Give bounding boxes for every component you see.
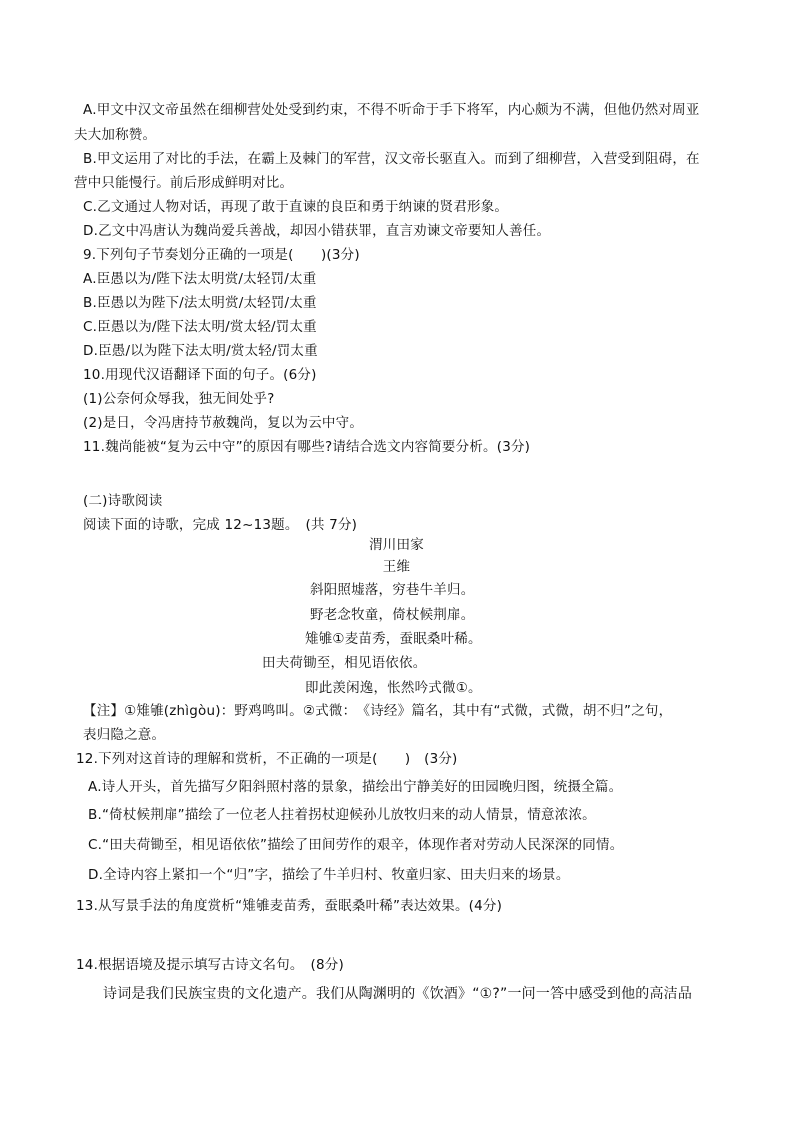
poem-line-2: 野老念牧童，倚杖候荆扉。 (310, 607, 475, 623)
q12-stem: 12.下列对这首诗的理解和赏析，不正确的一项是( ) (3分) (76, 751, 458, 767)
q10-item-2: (2)是日，令冯唐持节赦魏尚，复以为云中守。 (83, 415, 364, 431)
poem-section-heading: (二)诗歌阅读 (83, 493, 163, 509)
q12-option-d: D.全诗内容上紧扣一个“归”字，描绘了牛羊归村、牧童归家、田夫归来的场景。 (88, 867, 570, 883)
q11-stem: 11.魏尚能被“复为云中守”的原因有哪些?请结合选文内容简要分析。(3分) (83, 439, 531, 455)
q10-stem: 10.用现代汉语翻译下面的句子。(6分) (83, 367, 317, 383)
q9-option-a: A.臣愚以为/陛下法太明赏/太轻罚/太重 (83, 271, 317, 287)
q12-option-c: C.“田夫荷锄至，相见语依依”描绘了田间劳作的艰辛，体现作者对劳动人民深深的同情。 (88, 837, 624, 853)
q10-item-1: (1)公奈何众辱我，独无间处乎? (83, 391, 275, 407)
q9-option-d: D.臣愚/以为陛下法太明/赏太轻/罚太重 (83, 343, 318, 359)
q8-option-d: D.乙文中冯唐认为魏尚爱兵善战，却因小错获罪，直言劝谏文帝要知人善任。 (83, 223, 551, 239)
poem-author: 王维 (382, 559, 411, 575)
q8-option-c: C.乙文通过人物对话，再现了敢于直谏的良臣和勇于纳谏的贤君形象。 (83, 199, 509, 215)
q12-option-b: B.“倚杖候荆扉”描绘了一位老人拄着拐杖迎候孙儿放牧归来的动人情景，情意浓浓。 (88, 807, 596, 823)
poem-title: 渭川田家 (369, 537, 424, 553)
poem-note-line2: 表归隐之意。 (83, 727, 166, 743)
q9-option-b: B.臣愚以为陛下/法太明赏/太轻罚/太重 (83, 295, 317, 311)
q8-option-b-line1: B.甲文运用了对比的手法，在霸上及棘门的军营，汉文帝长驱直入。而到了细柳营，入营受到阻碍，在 (83, 151, 700, 167)
q14-stem: 14.根据语境及提示填写古诗文名句。 (8分) (76, 957, 344, 973)
q8-option-a-line2: 夫大加称赞。 (74, 127, 157, 143)
poem-line-3: 雉雊①麦苗秀，蚕眠桑叶稀。 (305, 631, 482, 647)
q9-stem: 9.下列句子节奏划分正确的一项是( )(3分) (83, 247, 360, 263)
q13-stem: 13.从写景手法的角度赏析“雉雊麦苗秀，蚕眠桑叶稀”表达效果。(4分) (76, 898, 503, 914)
poem-line-1: 斜阳照墟落，穷巷牛羊归。 (310, 582, 475, 598)
poem-note-line1: 【注】①雉雊(zhìgòu)：野鸡鸣叫。②式微： 《诗经》篇名，其中有“式微，式微，胡不归”之句， (83, 703, 673, 719)
q8-option-b-line2: 营中只能慢行。前后形成鲜明对比。 (74, 175, 294, 191)
poem-instruction: 阅读下面的诗歌，完成 12~13题。 (共 7分) (83, 517, 358, 533)
q14-text: 诗词是我们民族宝贵的文化遗产。我们从陶渊明的《饮酒》“①?”一问一答中感受到他的高洁品 (103, 986, 693, 1002)
q8-option-a-line1: A.甲文中汉文帝虽然在细柳营处处受到约束，不得不听命于手下将军，内心颇为不满，但他仍然对周亚 (83, 102, 700, 118)
q12-option-a: A.诗人开头，首先描写夕阳斜照村落的景象，描绘出宁静美好的田园晚归图，统摄全篇。 (88, 779, 623, 795)
q9-option-c: C.臣愚以为/陛下法太明/赏太轻/罚太重 (83, 319, 317, 335)
poem-line-5: 即此羡闲逸，怅然吟式微①。 (305, 680, 482, 696)
poem-line-4: 田夫荷锄至，相见语依依。 (262, 655, 427, 671)
